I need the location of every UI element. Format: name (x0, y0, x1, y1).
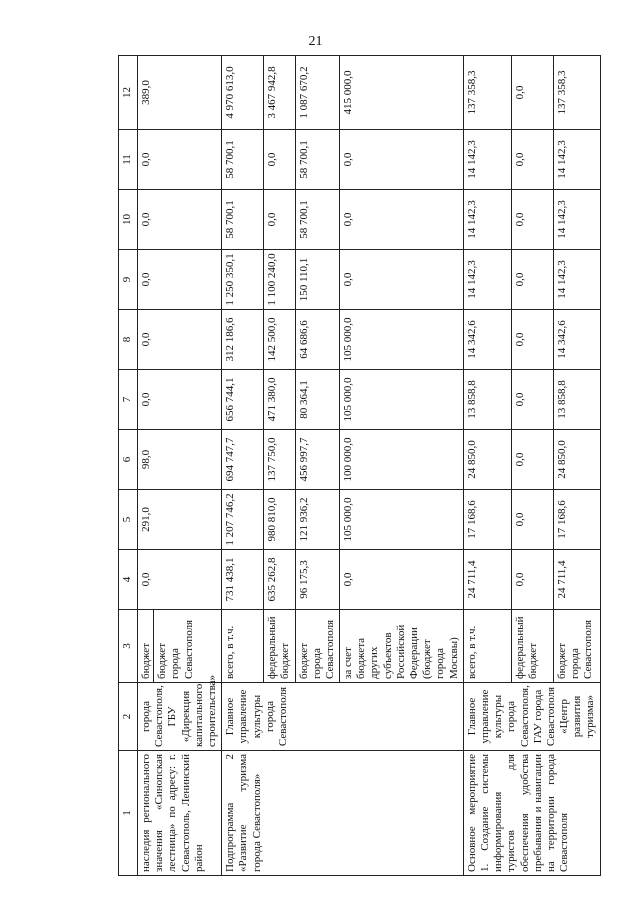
value-cell: 24 850,0 (463, 430, 511, 490)
header-cell: 6 (119, 430, 138, 490)
funding-source-label: бюджет (140, 643, 152, 679)
event-name-cell: наследия регионального значения «Синопская лестница» по адресу: г. Севастополь, Ленинский район (138, 751, 222, 876)
budget-table (118, 55, 601, 876)
value-cell: 105 000,0 (340, 370, 464, 430)
funding-source-cell: федеральный бюджет (264, 610, 295, 683)
value-cell: 13 858,8 (553, 370, 600, 430)
value-cell: 0,0 (138, 370, 222, 430)
value-cell: 0,0 (340, 250, 464, 310)
header-cell: 1 (119, 751, 138, 876)
value-cell: 58 700,1 (222, 130, 264, 190)
funding-source-cell: всего, в т.ч. (463, 610, 511, 683)
value-cell: 0,0 (511, 56, 553, 130)
value-cell: 14 142,3 (463, 130, 511, 190)
value-cell: 105 000,0 (340, 490, 464, 550)
value-cell: 80 364,1 (295, 370, 340, 430)
value-cell: 0,0 (340, 130, 464, 190)
header-cell: 2 (119, 683, 138, 751)
header-cell: 3 (119, 610, 138, 683)
value-cell: 0,0 (264, 190, 295, 250)
responsible-cell: Главное управление культуры города Севастополя, ГАУ города Севастополя «Центр развития туризма» (463, 683, 600, 751)
value-cell: 291,0 (138, 490, 222, 550)
value-cell: 0,0 (340, 190, 464, 250)
value-cell: 0,0 (511, 370, 553, 430)
header-cell: 8 (119, 310, 138, 370)
table-row (222, 56, 264, 876)
responsible-cell: города Севастополя, ГБУ «Дирекция капитального строительства» (138, 683, 222, 751)
value-cell: 0,0 (511, 310, 553, 370)
funding-source-cell: за счет бюджета других субъектов Российской Федерации (бюджет города Москвы) (340, 610, 464, 683)
event-name-cell: Подпрограмма 2 «Развитие туризма города Севастополя» (222, 751, 464, 876)
value-cell: 14 142,3 (553, 250, 600, 310)
value-cell: 24 711,4 (463, 550, 511, 610)
value-cell: 150 110,1 (295, 250, 340, 310)
table-row (463, 56, 511, 876)
value-cell: 389,0 (138, 56, 222, 130)
value-cell: 137 358,3 (553, 56, 600, 130)
value-cell: 17 168,6 (553, 490, 600, 550)
value-cell: 0,0 (138, 190, 222, 250)
table-row (138, 56, 222, 876)
value-cell: 694 747,7 (222, 430, 264, 490)
value-cell: 14 342,6 (463, 310, 511, 370)
header-cell: 5 (119, 490, 138, 550)
value-cell: 1 100 240,0 (264, 250, 295, 310)
value-cell: 635 262,8 (264, 550, 295, 610)
header-cell: 12 (119, 56, 138, 130)
rotated-table-frame (118, 66, 597, 876)
value-cell: 17 168,6 (463, 490, 511, 550)
header-cell: 11 (119, 130, 138, 190)
header-cell: 4 (119, 550, 138, 610)
value-cell: 58 700,1 (222, 190, 264, 250)
value-cell: 0,0 (264, 130, 295, 190)
value-cell: 58 700,1 (295, 190, 340, 250)
value-cell: 14 142,3 (463, 250, 511, 310)
value-cell: 980 810,0 (264, 490, 295, 550)
value-cell: 0,0 (138, 550, 222, 610)
value-cell: 0,0 (138, 310, 222, 370)
value-cell: 656 744,1 (222, 370, 264, 430)
value-cell: 4 970 613,0 (222, 56, 264, 130)
value-cell: 14 142,3 (463, 190, 511, 250)
funding-source-cell: федеральный бюджет (511, 610, 553, 683)
value-cell: 137 750,0 (264, 430, 295, 490)
funding-source-cell: бюджет города Севастополя (295, 610, 340, 683)
value-cell: 0,0 (511, 190, 553, 250)
value-cell: 121 936,2 (295, 490, 340, 550)
value-cell: 0,0 (340, 550, 464, 610)
value-cell: 0,0 (511, 250, 553, 310)
header-cell: 7 (119, 370, 138, 430)
value-cell: 3 467 942,8 (264, 56, 295, 130)
value-cell: 13 858,8 (463, 370, 511, 430)
value-cell: 415 000,0 (340, 56, 464, 130)
value-cell: 24 711,4 (553, 550, 600, 610)
value-cell: 0,0 (138, 130, 222, 190)
event-name-cell: Основное мероприятие 1. Создание системы информирования туристов для обеспечения удобства пребывания и навигации на территории города Севастополя (463, 751, 600, 876)
funding-source-cell: бюджет города Севастополя (553, 610, 600, 683)
value-cell: 14 142,3 (553, 190, 600, 250)
value-cell: 24 850,0 (553, 430, 600, 490)
header-cell: 9 (119, 250, 138, 310)
value-cell: 471 380,0 (264, 370, 295, 430)
value-cell: 0,0 (138, 250, 222, 310)
value-cell: 58 700,1 (295, 130, 340, 190)
funding-source-cell: всего, в т.ч. (222, 610, 264, 683)
value-cell: 456 997,7 (295, 430, 340, 490)
value-cell: 1 207 746,2 (222, 490, 264, 550)
header-cell: 10 (119, 190, 138, 250)
page-number: 21 (308, 34, 323, 49)
value-cell: 98,0 (138, 430, 222, 490)
responsible-cell: Главное управление культуры города Севастополя (222, 683, 464, 751)
value-cell: 96 175,3 (295, 550, 340, 610)
value-cell: 142 500,0 (264, 310, 295, 370)
rotated-table-container (118, 66, 597, 876)
value-cell: 0,0 (511, 550, 553, 610)
value-cell: 64 686,6 (295, 310, 340, 370)
value-cell: 312 186,6 (222, 310, 264, 370)
value-cell: 1 087 670,2 (295, 56, 340, 130)
value-cell: 100 000,0 (340, 430, 464, 490)
value-cell: 105 000,0 (340, 310, 464, 370)
value-cell: 14 142,3 (553, 130, 600, 190)
funding-source-cell (138, 610, 222, 683)
value-cell: 0,0 (511, 490, 553, 550)
funding-source-label: бюджет города Севастополя (153, 610, 196, 682)
value-cell: 137 358,3 (463, 56, 511, 130)
value-cell: 0,0 (511, 430, 553, 490)
header-row (119, 56, 138, 876)
value-cell: 731 438,1 (222, 550, 264, 610)
value-cell: 1 250 350,1 (222, 250, 264, 310)
value-cell: 14 342,6 (553, 310, 600, 370)
value-cell: 0,0 (511, 130, 553, 190)
